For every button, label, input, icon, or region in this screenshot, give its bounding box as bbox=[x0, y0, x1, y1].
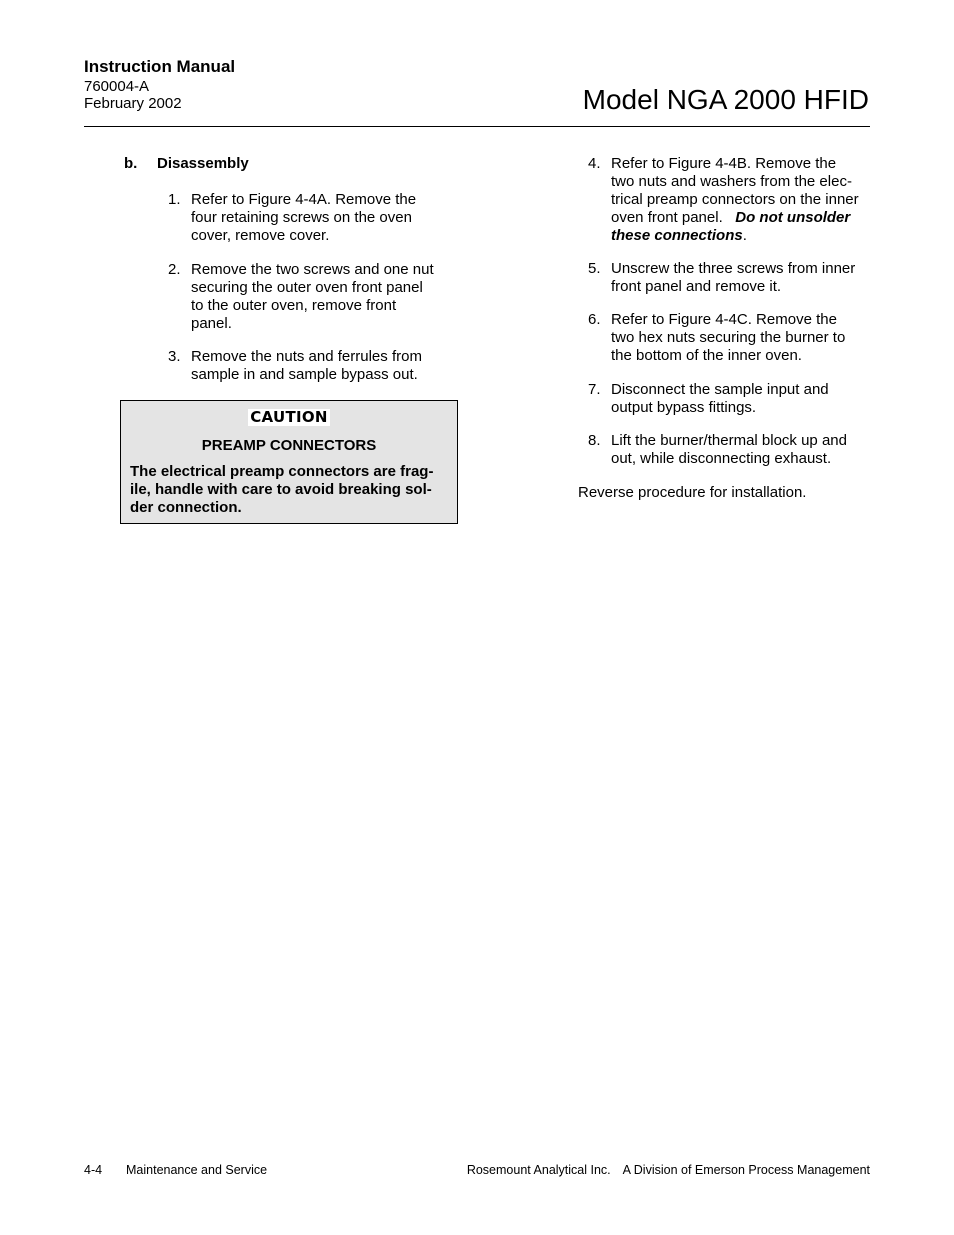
step-line bbox=[588, 209, 873, 227]
model-title: Model NGA 2000 HFID bbox=[582, 84, 869, 115]
doc-number: 760004-A bbox=[84, 78, 150, 95]
caution-line: ile, handle with care to avoid breaking sol- bbox=[130, 481, 432, 498]
step-text: . bbox=[742, 227, 747, 244]
step-number: 2. bbox=[168, 261, 181, 278]
reverse-note: Reverse procedure for installation. bbox=[578, 484, 807, 501]
step-line: Remove the two screws and one nut bbox=[191, 261, 434, 278]
step-line: output bypass fittings. bbox=[611, 399, 757, 416]
caution-box bbox=[120, 400, 458, 524]
step-1 bbox=[168, 191, 458, 245]
step-7 bbox=[588, 381, 873, 417]
step-line: Lift the burner/thermal block up and bbox=[611, 432, 847, 449]
step-number: 6. bbox=[588, 311, 601, 328]
step-line: Refer to Figure 4-4A. Remove the bbox=[191, 191, 417, 208]
step-line: panel. bbox=[191, 315, 232, 332]
caution-line: der connection. bbox=[130, 499, 242, 516]
caution-line: The electrical preamp connectors are frag- bbox=[130, 463, 434, 480]
warning-emphasis: these connections bbox=[611, 227, 743, 244]
caution-body bbox=[130, 463, 448, 517]
step-line: the bottom of the inner oven. bbox=[611, 347, 802, 364]
step-line: Disconnect the sample input and bbox=[611, 381, 829, 398]
step-6 bbox=[588, 311, 873, 365]
footer-company-name: Rosemount Analytical Inc. bbox=[466, 1163, 611, 1177]
footer-division: A Division of Emerson Process Management bbox=[622, 1163, 870, 1177]
header-rule bbox=[84, 126, 870, 127]
step-4 bbox=[588, 155, 873, 245]
step-number: 1. bbox=[168, 191, 181, 208]
step-line: two nuts and washers from the elec- bbox=[611, 173, 852, 190]
step-line: out, while disconnecting exhaust. bbox=[611, 450, 832, 467]
step-line: securing the outer oven front panel bbox=[191, 279, 423, 296]
step-line: front panel and remove it. bbox=[611, 278, 782, 295]
footer-section: Maintenance and Service bbox=[126, 1163, 268, 1177]
section-title: Disassembly bbox=[157, 155, 249, 172]
caution-label: CAUTION bbox=[250, 408, 328, 426]
doc-date: February 2002 bbox=[84, 95, 182, 112]
step-line: two hex nuts securing the burner to bbox=[611, 329, 846, 346]
step-3 bbox=[168, 348, 458, 384]
step-line: Remove the nuts and ferrules from bbox=[191, 348, 422, 365]
footer-page-number: 4-4 bbox=[84, 1163, 103, 1177]
step-8 bbox=[588, 432, 873, 468]
step-text: oven front panel. bbox=[611, 209, 736, 226]
step-number: 7. bbox=[588, 381, 601, 398]
step-line: four retaining screws on the oven bbox=[191, 209, 412, 226]
step-line: cover, remove cover. bbox=[191, 227, 330, 244]
step-number: 4. bbox=[588, 155, 601, 172]
step-line: trical preamp connectors on the inner bbox=[611, 191, 859, 208]
step-line: Refer to Figure 4-4B. Remove the bbox=[611, 155, 837, 172]
step-line: Refer to Figure 4-4C. Remove the bbox=[611, 311, 837, 328]
step-line bbox=[588, 227, 873, 245]
step-2 bbox=[168, 261, 458, 333]
step-line: sample in and sample bypass out. bbox=[191, 366, 418, 383]
step-5 bbox=[588, 260, 873, 296]
step-number: 8. bbox=[588, 432, 601, 449]
step-number: 5. bbox=[588, 260, 601, 277]
step-number: 3. bbox=[168, 348, 181, 365]
caution-subtitle: PREAMP CONNECTORS bbox=[201, 437, 377, 454]
section-heading bbox=[124, 155, 249, 172]
manual-title: Instruction Manual bbox=[84, 57, 236, 76]
warning-emphasis: Do not unsolder bbox=[735, 209, 851, 226]
step-line: Unscrew the three screws from inner bbox=[611, 260, 856, 277]
footer-company bbox=[467, 1163, 870, 1177]
step-line: to the outer oven, remove front bbox=[191, 297, 397, 314]
section-letter: b. bbox=[124, 155, 138, 172]
